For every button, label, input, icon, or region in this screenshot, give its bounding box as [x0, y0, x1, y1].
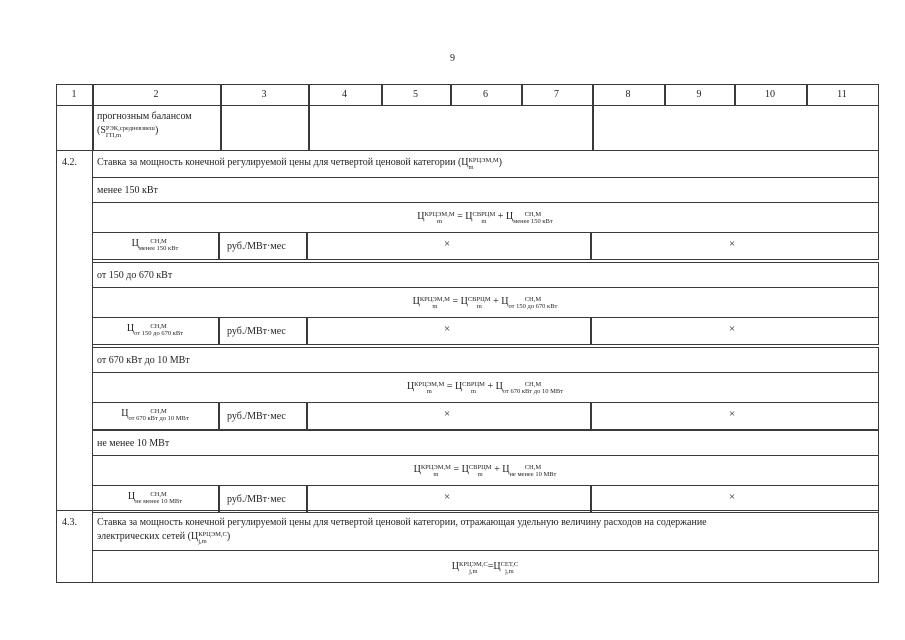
math-subsup: КРЦЭМ,С j,m — [459, 561, 488, 575]
group-label-row — [92, 430, 879, 456]
math-subsup: СЕТ,С j,m — [500, 561, 519, 575]
group-formula: Ц КРЦЭМ,М m = Ц СВРЦМ m + Ц СН,М от 670 кВт до 10 МВт — [406, 381, 564, 395]
header-col-2: 2 — [153, 89, 159, 100]
param-symbol: Ц СН,М от 150 до 670 кВт — [126, 323, 184, 337]
mark-right: × — [729, 491, 736, 503]
math-subsup: СН,М от 670 кВт до 10 МВт — [502, 381, 564, 395]
mark-left: × — [444, 491, 451, 503]
param-symbol: Ц СН,М от 670 кВт до 10 МВт — [121, 408, 189, 422]
math-subsup: СН,М не менее 10 МВт — [509, 464, 557, 478]
cont-text-line1: прогнозным балансом — [97, 111, 192, 122]
cont-col-divider — [592, 105, 594, 151]
mark-left: × — [444, 408, 451, 420]
math-subsup: СВРЦМ m — [472, 211, 496, 225]
header-col-6: 6 — [483, 89, 488, 100]
math-subsup: СВРЦМ m — [462, 381, 485, 395]
group-label: от 670 кВт до 10 МВт — [97, 355, 190, 366]
page-number: 9 — [450, 53, 455, 64]
param-col-divider — [306, 402, 308, 430]
group-formula: Ц КРЦЭМ,М m = Ц СВРЦМ m + Ц СН,М менее 150 кВт — [417, 211, 553, 225]
param-col-divider — [590, 317, 592, 345]
header-col-1: 1 — [71, 89, 77, 100]
param-unit: руб./МВт·мес — [227, 326, 286, 337]
math-subsup: СВРЦМ m — [467, 296, 491, 310]
mark-right: × — [729, 238, 736, 250]
math-subsup: КРЦЭМ,М m — [419, 296, 450, 310]
section-43-title-line2: электрических сетей (Ц КРЦЭМ,С j,m ) — [97, 531, 231, 545]
param-symbol: Ц СН,М менее 150 кВт — [131, 238, 179, 252]
cont-col-divider — [92, 105, 94, 151]
math-subsup: СН,М от 150 до 670 кВт — [134, 323, 184, 337]
math-subsup: КРЦЭМ,М m — [468, 157, 499, 171]
header-col-11: 11 — [837, 89, 847, 100]
group-label: не менее 10 МВт — [97, 438, 170, 449]
mark-right: × — [729, 323, 736, 335]
math-subsup: СН,М не менее 10 МВт — [135, 491, 183, 505]
param-col-divider — [306, 485, 308, 513]
mark-left: × — [444, 238, 451, 250]
header-col-8: 8 — [625, 89, 631, 100]
mark-right: × — [729, 408, 736, 420]
param-col-divider — [306, 317, 308, 345]
header-col-9: 9 — [696, 89, 702, 100]
param-col-divider — [590, 232, 592, 260]
section-43-number: 4.3. — [62, 517, 77, 528]
cont-text-line2: (S РЭК,средневзвеш ГП,m ) — [97, 125, 159, 139]
math-subsup: СН,М менее 150 кВт — [138, 238, 179, 252]
section-43-formula: Ц КРЦЭМ,С j,m =Ц СЕТ,С j,m — [451, 561, 519, 575]
math-subsup: КРЦЭМ,М m — [414, 381, 445, 395]
param-col-divider — [306, 232, 308, 260]
param-col-divider — [218, 317, 220, 345]
param-symbol: Ц СН,М не менее 10 МВт — [127, 491, 183, 505]
math-subsup: КРЦЭМ,М m — [420, 464, 451, 478]
param-col-divider — [590, 485, 592, 513]
group-formula: Ц КРЦЭМ,М m = Ц СВРЦМ m + Ц СН,М не менее 10 МВт — [413, 464, 557, 478]
group-label: менее 150 кВт — [97, 185, 158, 196]
param-unit: руб./МВт·мес — [227, 494, 286, 505]
group-label-row — [92, 347, 879, 373]
header-col-3: 3 — [261, 89, 267, 100]
section-42-title: Ставка за мощность конечной регулируемой цены для четвертой ценовой категории (Ц КРЦЭМ,М m ) — [97, 157, 502, 171]
math-subsup: СН,М от 150 до 670 кВт — [508, 296, 558, 310]
header-col-4: 4 — [342, 89, 347, 100]
section-42-number: 4.2. — [62, 157, 77, 168]
group-label: от 150 до 670 кВт — [97, 270, 173, 281]
math-subsup: СН,М от 670 кВт до 10 МВт — [128, 408, 189, 422]
math-subsup: СВРЦМ m — [468, 464, 492, 478]
math-subsup: КРЦЭМ,М m — [424, 211, 455, 225]
cont-col-divider — [308, 105, 310, 151]
param-unit: руб./МВт·мес — [227, 241, 286, 252]
cont-col-divider — [220, 105, 222, 151]
param-col-divider — [218, 485, 220, 513]
mark-left: × — [444, 323, 451, 335]
param-col-divider — [218, 402, 220, 430]
section-42-number-col — [56, 150, 93, 511]
group-label-row — [92, 177, 879, 203]
group-formula: Ц КРЦЭМ,М m = Ц СВРЦМ m + Ц СН,М от 150 до 670 кВт — [412, 296, 558, 310]
header-col-10: 10 — [765, 89, 775, 100]
section-43-title-line1: Ставка за мощность конечной регулируемой цены для четвертой ценовой категории, отражающая удельную величину расходов на содержание — [97, 517, 707, 528]
math-subsup: КРЦЭМ,С j,m — [198, 531, 227, 545]
math-subsup: СН,М менее 150 кВт — [513, 211, 553, 225]
header-col-7: 7 — [554, 89, 559, 100]
param-col-divider — [590, 402, 592, 430]
group-label-row — [92, 262, 879, 288]
math-subsup: РЭК,средневзвеш ГП,m — [105, 125, 155, 139]
header-col-5: 5 — [413, 89, 418, 100]
param-unit: руб./МВт·мес — [227, 411, 286, 422]
param-col-divider — [218, 232, 220, 260]
